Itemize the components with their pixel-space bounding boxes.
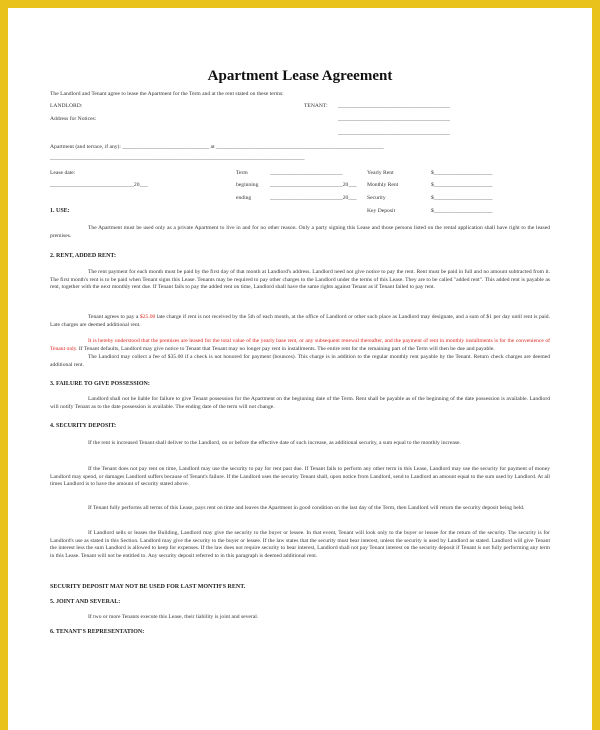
- security-label: Security: [367, 195, 386, 201]
- tenant-label: TENANT:: [304, 103, 328, 109]
- apartment-line[interactable]: Apartment (and terrace, if any): _______________________________ at ____________________________________________________________: [50, 144, 384, 150]
- address-field-1[interactable]: ________________________________________: [338, 116, 450, 122]
- section-4-heading: 4. SECURITY DEPOSIT:: [50, 423, 117, 429]
- ending-label: ending: [236, 195, 252, 201]
- section-3-heading: 3. FAILURE TO GIVE POSSESSION:: [50, 381, 150, 387]
- section-4-paragraph-2: If the Tenant does not pay rent on time, Landlord may use the security to pay for rent past due. If Tenant fails to perform any other term in this Lease, Landlord may use the security for payment of money Landlord may spend, or damages Landlord suffers because of Tenant's failure. If the Landlord uses the security Tenant shall, upon notice from Landlord, send to Landlord an amount equal to the sum used by Landlord. At all times Landlord is to have the amount of security stated above.: [50, 466, 550, 488]
- security-field[interactable]: $_____________________: [431, 195, 493, 201]
- section-2-paragraph-3: [50, 338, 550, 353]
- section-2-paragraph-4: The Landlord may collect a fee of $35.00 if a check is not honored for payment (bounces). This charge is in addition to the regular monthly rent payable by the Tenant. Return check charges are deemed additional rent.: [50, 354, 550, 368]
- address-field-2[interactable]: ________________________________________: [338, 130, 450, 136]
- section-4-paragraph-4: If Landlord sells or leases the Building, Landlord may give the security to the buyer or lessee. In that event, Tenant will look only to the buyer or lessee for the return of the security. The security is for Landlord's use as stated in this Section. Landlord may give the security to the buyer or lessee. If the law states that the security must bear interest, unless the security is used by Landlord as stated. Landlord will give Tenant the interest less the sum Landlord is allowed to keep for expenses. If the law does not require security to bear interest, Landlord shall not pay Tenant interest on the security deposit if Tenant is not fully performing any term in this Lease. Tenant will not be entitled to. Any security deposit referred to in this paragraph is deemed additional rent.: [50, 530, 550, 559]
- intro-text: The Landlord and Tenant agree to lease the Apartment for the Term and at the rent stated on these terms:: [50, 91, 284, 97]
- section-4-paragraph-1: If the rent is increased Tenant shall deliver to the Landlord, on or before the effective date of such increase, as additional security, a sum equal to the monthly increase.: [88, 440, 461, 446]
- section-2-paragraph-1: The rent payment for each month must be paid by the first day of that month at Landlord's address. Landlord need not give notice to pay the rent. Rent must be paid in full and no amount subtracted from it. The first month's rent is to be paid when Tenant signs this Lease. Tenants may be required to pay other charges to the Landlord under the terms of this Lease. They are to be called "added rent". This added rent is payable as rent, together with the next monthly rent due. If Tenant fails to pay the added rent on time, Landlord shall have the same rights against Tenant as if Tenant failed to pay rent.: [50, 269, 550, 291]
- address-label: Address for Notices:: [50, 116, 97, 122]
- installment-clause: It is hereby understood that the premises are leased for the total value of the yearly base rent, or any subsequent renewal thereafter, and the payment of rent in monthly installments is for the convenience of Tenant only.: [50, 338, 550, 352]
- installment-default: If Tenant defaults, Landlord may give notice to Tenant that Tenant may no longer pay rent in installments. The entire rent for the remaining part of the Term will then be due and payable.: [77, 345, 495, 352]
- section-2-paragraph-2: [50, 314, 550, 329]
- section-1-text: The Apartment must be used only as a private Apartment to live in and for no other reason. Only a party signing this Lease and those persons listed on the rental application shall have right to the leased premises.: [50, 225, 550, 239]
- beginning-field[interactable]: __________________________20___: [270, 182, 357, 188]
- monthly-rent-field[interactable]: $_____________________: [431, 182, 493, 188]
- section-5-heading: 5. JOINT AND SEVERAL:: [50, 599, 121, 605]
- term-label: Term: [236, 170, 248, 176]
- yearly-rent-label: Yearly Rent: [367, 170, 394, 176]
- yearly-rent-field[interactable]: $_____________________: [431, 170, 493, 176]
- lease-date-label: Lease date:: [50, 170, 76, 176]
- key-deposit-label: Key Deposit: [367, 208, 396, 214]
- late-charge-amount: $25.00: [139, 314, 156, 320]
- lease-date-field[interactable]: ______________________________20___: [50, 182, 148, 188]
- key-deposit-field[interactable]: $_____________________: [431, 208, 493, 214]
- apartment-continuation[interactable]: ___________________________________________________________________________________________: [50, 155, 305, 161]
- monthly-rent-label: Monthly Rent: [367, 182, 399, 188]
- late-charge-prefix: Tenant agrees to pay a: [88, 314, 140, 320]
- term-field[interactable]: __________________________: [270, 170, 343, 176]
- section-2-heading: 2. RENT, ADDED RENT:: [50, 253, 116, 259]
- ending-field[interactable]: __________________________20___: [270, 195, 357, 201]
- section-3-text: Landlord shall not be liable for failure to give Tenant possession for the Apartment on the beginning date of the Term. Rent shall be payable as of the beginning of the date possession is available. Landlord will notify Tenant as to the date possession is available. The ending date of the term will not change.: [50, 396, 550, 410]
- section-6-heading: 6. TENANT'S REPRESENTATION:: [50, 629, 145, 635]
- section-1-heading: 1. USE:: [50, 208, 70, 214]
- beginning-label: beginning: [236, 182, 259, 188]
- section-5-text: If two or more Tenants execute this Lease, their liability is joint and several.: [88, 614, 259, 620]
- security-deposit-notice: SECURITY DEPOSIT MAY NOT BE USED FOR LAST MONTH'S RENT.: [50, 584, 246, 590]
- document-title: Apartment Lease Agreement: [207, 68, 393, 84]
- document-page: [8, 8, 592, 730]
- section-4-paragraph-3: If Tenant fully performs all terms of this Lease, pays rent on time and leaves the Apartment in good condition on the last day of the Term, then Landlord will return the security deposit being held.: [88, 505, 525, 511]
- landlord-label: LANDLORD:: [50, 103, 83, 109]
- late-charge-suffix: late charge if rent is not received by the 5th of each month, at the office of Landlord or other such place as Landlord may designate, and a sum of $1 per day until rent is paid. Late charges are deemed additional rent.: [50, 314, 550, 328]
- tenant-field[interactable]: ________________________________________: [338, 103, 450, 109]
